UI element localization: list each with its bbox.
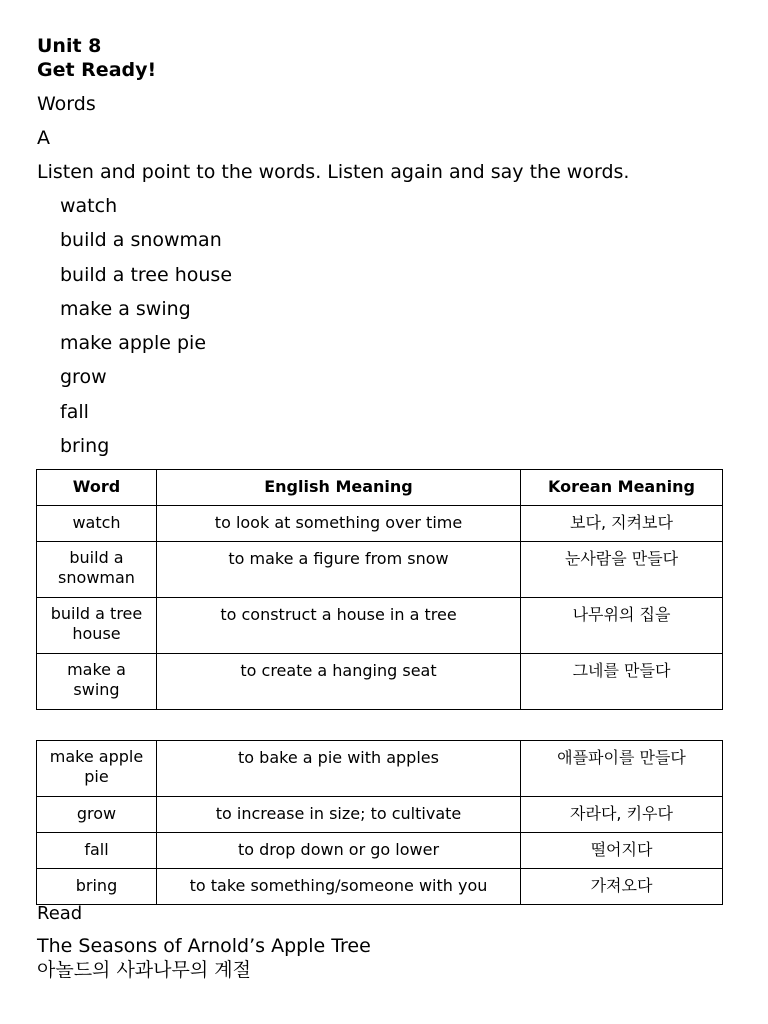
column-header-korean: Korean Meaning — [521, 470, 723, 506]
table-row — [37, 833, 723, 869]
word-cell: build a tree house — [37, 598, 157, 654]
vocab-item: make a swing — [60, 297, 191, 320]
english-cell: to increase in size; to cultivate — [157, 797, 521, 833]
read-heading: Read — [37, 903, 83, 924]
korean-cell: 자라다, 키우다 — [521, 797, 723, 833]
english-cell: to make a figure from snow — [157, 542, 521, 598]
vocab-table-continued — [36, 740, 723, 905]
instruction-text: Listen and point to the words. Listen again and say the words. — [37, 161, 630, 183]
korean-cell: 눈사람을 만들다 — [521, 542, 723, 598]
english-cell: to take something/someone with you — [157, 869, 521, 905]
story-title: The Seasons of Arnold’s Apple Tree — [37, 935, 371, 957]
word-cell: grow — [37, 797, 157, 833]
vocab-item: grow — [60, 366, 107, 389]
korean-cell: 그네를 만들다 — [521, 654, 723, 710]
korean-cell: 나무위의 집을 — [521, 598, 723, 654]
word-cell: make a swing — [37, 654, 157, 710]
table-row — [37, 506, 723, 542]
column-header-english: English Meaning — [157, 470, 521, 506]
english-cell: to look at something over time — [157, 506, 521, 542]
vocab-item: build a snowman — [60, 229, 222, 252]
table-row — [37, 797, 723, 833]
vocab-item: watch — [60, 195, 118, 217]
korean-cell: 떨어지다 — [521, 833, 723, 869]
column-header-word: Word — [37, 470, 157, 506]
english-cell: to drop down or go lower — [157, 833, 521, 869]
vocab-item: bring — [60, 435, 110, 458]
table-row — [37, 741, 723, 797]
table-header-row — [37, 470, 723, 506]
korean-cell: 보다, 지켜보다 — [521, 506, 723, 542]
vocab-item: build a tree house — [60, 263, 233, 286]
vocab-item: make apple pie — [60, 332, 207, 355]
table-row — [37, 654, 723, 710]
word-cell: build a snowman — [37, 542, 157, 598]
vocab-list — [60, 194, 232, 468]
word-cell: make apple pie — [37, 741, 157, 797]
story-title-korean: 아놀드의 사과나무의 계절 — [37, 959, 251, 981]
table-row — [37, 542, 723, 598]
korean-cell: 애플파이를 만들다 — [521, 741, 723, 797]
unit-title: Unit 8 — [37, 35, 102, 57]
words-heading: Words — [37, 93, 96, 115]
table-row — [37, 869, 723, 905]
part-label: A — [37, 127, 50, 149]
vocab-item: fall — [60, 400, 89, 423]
word-cell: fall — [37, 833, 157, 869]
vocab-table — [36, 469, 723, 710]
word-cell: bring — [37, 869, 157, 905]
english-cell: to bake a pie with apples — [157, 741, 521, 797]
word-cell: watch — [37, 506, 157, 542]
english-cell: to create a hanging seat — [157, 654, 521, 710]
table-row — [37, 598, 723, 654]
english-cell: to construct a house in a tree — [157, 598, 521, 654]
korean-cell: 가져오다 — [521, 869, 723, 905]
section-title: Get Ready! — [37, 59, 157, 81]
